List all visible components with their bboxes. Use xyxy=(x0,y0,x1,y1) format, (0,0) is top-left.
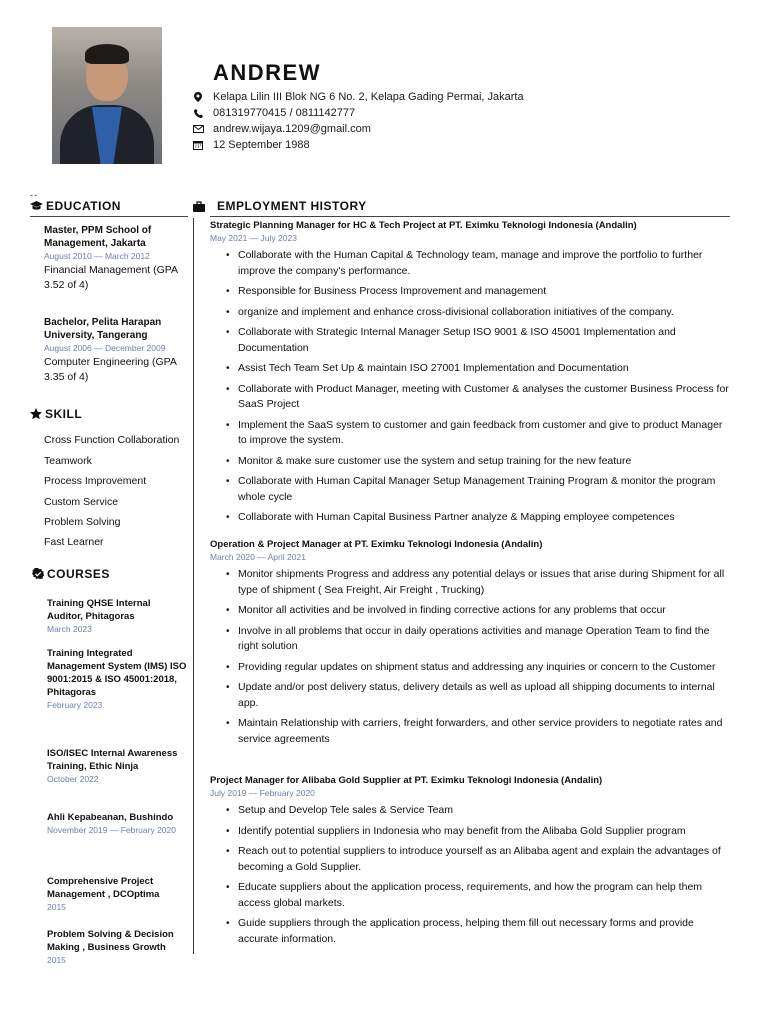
skill-item: Problem Solving xyxy=(44,516,121,528)
education-underline xyxy=(30,216,188,217)
courses-heading: COURSES xyxy=(32,567,110,581)
course-item: Problem Solving & Decision Making , Business Growth 2015 xyxy=(47,929,174,965)
bullet-item: • Implement the SaaS system to customer and gain feedback from customer and give to product Manager to improve the system. xyxy=(210,418,730,449)
location-pin-icon xyxy=(192,91,204,103)
bullet-item: • Reach out to potential suppliers to introduce yourself as an Alibaba agent and explain the advantages of becoming a Gold Supplier. xyxy=(210,844,730,875)
bullet-item: • Setup and Develop Tele sales & Service Team xyxy=(210,803,730,819)
bullet-item: • Involve in all problems that occur in daily operations activities and manage Operation Team to find the right solution xyxy=(210,624,730,655)
bullet-item: • Providing regular updates on shipment status and addressing any inquiries or concern to the Customer xyxy=(210,660,730,676)
employment-underline xyxy=(210,216,730,217)
bullet-item: • Collaborate with Product Manager, meeting with Customer & analyses the customer Business Process for SaaS Project xyxy=(210,382,730,413)
skill-item: Teamwork xyxy=(44,455,92,467)
briefcase-icon xyxy=(193,201,205,212)
job-entry: Operation & Project Manager at PT. Eximku Teknologi Indonesia (Andalin) March 2020 — April 2021 • Monitor shipments Progress and address any potential delays or issues that arise during Shipment for all type of shipment ( Sea Freight, Air Freight , Trucking) • Monitor all activities and be involved in finding corrective actions for any problems that occur • Involve in all problems that occur in daily operations activities and manage Operation Team to find the right solution • Providing regular updates on shipment status and addressing any inquiries or concern to the Customer • Update and/or post delivery status, delivery details as well as upload all shipping documents to internal app. • Maintain Relationship with carriers, freight forwarders, and other service providers to negotiate rates and service agreements xyxy=(210,538,730,752)
course-item: Training QHSE Internal Auditor, Phitagoras March 2023 xyxy=(47,598,151,634)
phone-icon xyxy=(192,107,204,119)
education-heading: EDUCATION xyxy=(30,199,121,213)
job-bullets xyxy=(210,567,730,747)
badge-check-icon xyxy=(32,568,44,580)
calendar-icon xyxy=(192,139,204,151)
candidate-name: ANDREW xyxy=(213,60,321,85)
course-item: Training Integrated Management System (IMS) ISO 9001:2015 & ISO 45001:2018, Phitagoras February 2023 xyxy=(47,648,187,710)
job-entry: Project Manager for Alibaba Gold Supplier at PT. Eximku Teknologi Indonesia (Andalin) July 2019 — February 2020 • Setup and Develop Tele sales & Service Team • Identify potential suppliers in Indonesia who may benefit from the Alibaba Gold Supplier program • Reach out to potential suppliers to introduce yourself as an Alibaba agent and explain the advantages of becoming a Gold Supplier. • Educate suppliers about the application process, requirements, and how the program can help them access global markets. • Guide suppliers through the application process, helping them fill out necessary forms and provide accurate information. xyxy=(210,774,730,952)
course-item: Comprehensive Project Management , DCOptima 2015 xyxy=(47,876,160,912)
profile-photo xyxy=(52,27,162,164)
education-item: Master, PPM School of Management, Jakarta August 2010 — March 2012 Financial Management (GPA 3.52 of 4) xyxy=(44,225,178,291)
divider-mark: -- xyxy=(30,190,38,200)
bullet-item: • Guide suppliers through the application process, helping them fill out necessary forms and provide accurate information. xyxy=(210,916,730,947)
column-divider xyxy=(193,218,194,954)
contact-address: Kelapa Lilin III Blok NG 6 No. 2, Kelapa Gading Permai, Jakarta xyxy=(192,89,524,105)
bullet-item: • Assist Tech Team Set Up & maintain ISO 27001 Implementation and Documentation xyxy=(210,361,730,377)
contact-info xyxy=(192,89,524,153)
bullet-item: • Update and/or post delivery status, delivery details as well as upload all shipping documents to internal app. xyxy=(210,680,730,711)
job-bullets xyxy=(210,248,730,526)
bullet-item: • organize and implement and enhance cross-divisional collaboration initiatives of the company. xyxy=(210,305,730,321)
bullet-item: • Monitor shipments Progress and address any potential delays or issues that arise during Shipment for all type of shipment ( Sea Freight, Air Freight , Trucking) xyxy=(210,567,730,598)
skill-heading: SKILL xyxy=(30,407,82,421)
education-item: Bachelor, Pelita Harapan University, Tangerang August 2006 — December 2009 Computer Engineering (GPA 3.35 of 4) xyxy=(44,317,177,383)
bullet-item: • Identify potential suppliers in Indonesia who may benefit from the Alibaba Gold Supplier program xyxy=(210,824,730,840)
skill-item: Process Improvement xyxy=(44,475,147,487)
contact-birthdate: 12 September 1988 xyxy=(192,137,524,153)
bullet-item: • Maintain Relationship with carriers, freight forwarders, and other service providers to negotiate rates and service agreements xyxy=(210,716,730,747)
bullet-item: • Monitor & make sure customer use the system and setup training for the new feature xyxy=(210,454,730,470)
course-item: Ahli Kepabeanan, Bushindo November 2019 — February 2020 xyxy=(47,812,176,835)
star-icon xyxy=(30,408,42,420)
skill-item: Custom Service xyxy=(44,496,119,508)
graduation-cap-icon xyxy=(30,201,43,211)
bullet-item: • Monitor all activities and be involved in finding corrective actions for any problems that occur xyxy=(210,603,730,619)
bullet-item: • Collaborate with Strategic Internal Manager Setup ISO 9001 & ISO 45001 Implementation and Documentation xyxy=(210,325,730,356)
skill-item: Cross Function Collaboration xyxy=(44,434,180,446)
contact-email: andrew.wijaya.1209@gmail.com xyxy=(192,121,524,137)
bullet-item: • Collaborate with Human Capital Manager Setup Management Training Program & monitor the program whole cycle xyxy=(210,474,730,505)
bullet-item: • Collaborate with the Human Capital & Technology team, manage and improve the portfolio to further improve the company's performance. xyxy=(210,248,730,279)
course-item: ISO/ISEC Internal Awareness Training, Ethic Ninja October 2022 xyxy=(47,748,178,784)
skill-item: Fast Learner xyxy=(44,536,104,548)
job-entry: Strategic Planning Manager for HC & Tech Project at PT. Eximku Teknologi Indonesia (Andalin) May 2021 — July 2023 • Collaborate with the Human Capital & Technology team, manage and improve the portfolio to further improve the company's performance. • Responsible for Business Process Improvement and management • organize and implement and enhance cross-divisional collaboration initiatives of the company. • Collaborate with Strategic Internal Manager Setup ISO 9001 & ISO 45001 Implementation and Documentation • Assist Tech Team Set Up & maintain ISO 27001 Implementation and Documentation • Collaborate with Product Manager, meeting with Customer & analyses the customer Business Process for SaaS Project • Implement the SaaS system to customer and gain feedback from customer and give to product Manager to improve the system. • Monitor & make sure customer use the system and setup training for the new feature • Collaborate with Human Capital Manager Setup Management Training Program & monitor the program whole cycle • Collaborate with Human Capital Business Partner analyze & Mapping employee competences xyxy=(210,219,730,531)
employment-heading: EMPLOYMENT HISTORY xyxy=(193,199,367,213)
envelope-icon xyxy=(192,123,204,135)
job-bullets xyxy=(210,803,730,947)
bullet-item: • Educate suppliers about the application process, requirements, and how the program can help them access global markets. xyxy=(210,880,730,911)
contact-phone: 081319770415 / 0811142777 xyxy=(192,105,524,121)
bullet-item: • Collaborate with Human Capital Business Partner analyze & Mapping employee competences xyxy=(210,510,730,526)
bullet-item: • Responsible for Business Process Improvement and management xyxy=(210,284,730,300)
